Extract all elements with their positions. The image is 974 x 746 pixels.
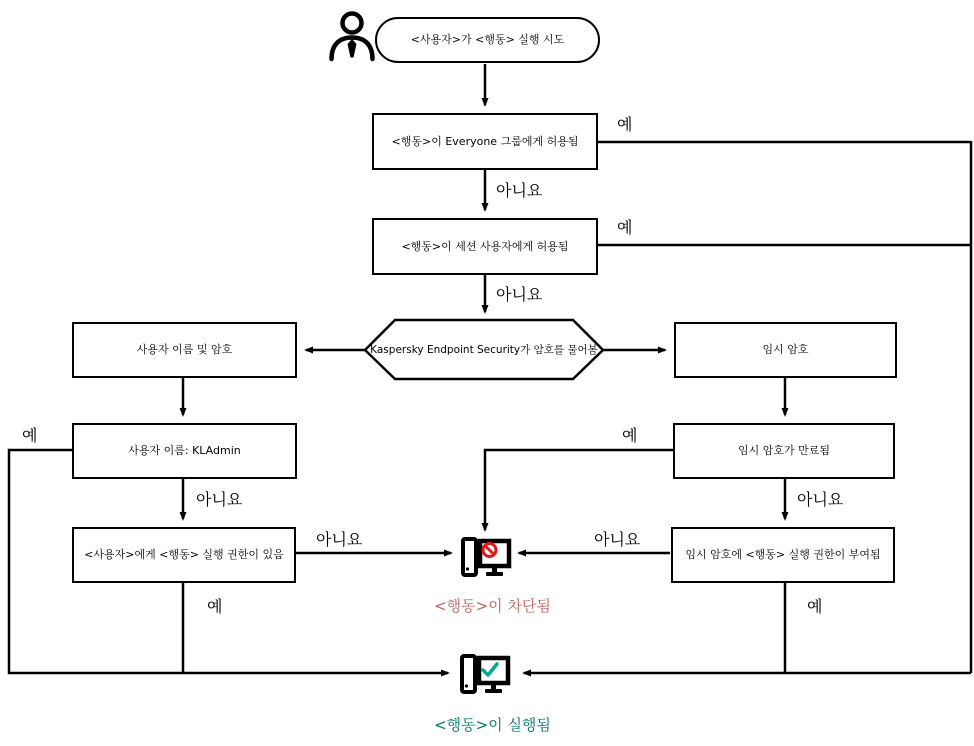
node-credentials: 사용자 이름 및 암호: [72, 322, 297, 378]
node-everyone-allowed: <행동>이 Everyone 그룹에게 허용됨: [372, 113, 598, 170]
edge-label-yes: 예: [617, 115, 633, 134]
executed-computer-icon: [462, 656, 508, 693]
node-user-has-permission: <사용자>에게 <행동> 실행 권한이 있음: [72, 527, 296, 583]
user-icon: [332, 14, 373, 60]
node-temp-has-permission: 임시 암호에 <행동> 실행 권한이 부여됨: [671, 527, 895, 583]
node-password-prompt: Kaspersky Endpoint Security가 암호를 물어봄: [370, 344, 598, 356]
edge-label-yes: 예: [807, 597, 823, 616]
edge-label-no: 아니요: [496, 181, 543, 200]
edge-label-no: 아니요: [316, 530, 363, 549]
edge-label-no: 아니요: [594, 530, 641, 549]
edge-label-yes: 예: [622, 426, 638, 445]
node-start: <사용자>가 <행동> 실행 시도: [375, 17, 600, 63]
edge-label-yes: 예: [207, 597, 223, 616]
result-executed-label: <행동>이 실행됨: [434, 716, 551, 734]
edge-label-yes: 예: [617, 218, 633, 237]
blocked-computer-icon: [463, 539, 509, 576]
node-temp-expired: 임시 암호가 만료됨: [673, 423, 895, 479]
node-kladmin: 사용자 이름: KLAdmin: [72, 423, 297, 479]
edge-label-no: 아니요: [496, 285, 543, 304]
result-blocked-label: <행동>이 차단됨: [434, 597, 551, 615]
edge-label-yes: 예: [22, 426, 38, 445]
node-session-allowed: <행동>이 세션 사용자에게 허용됨: [372, 218, 598, 275]
edge-label-no: 아니요: [797, 490, 844, 509]
node-temp-password: 임시 암호: [674, 322, 897, 378]
edge-label-no: 아니요: [196, 490, 243, 509]
